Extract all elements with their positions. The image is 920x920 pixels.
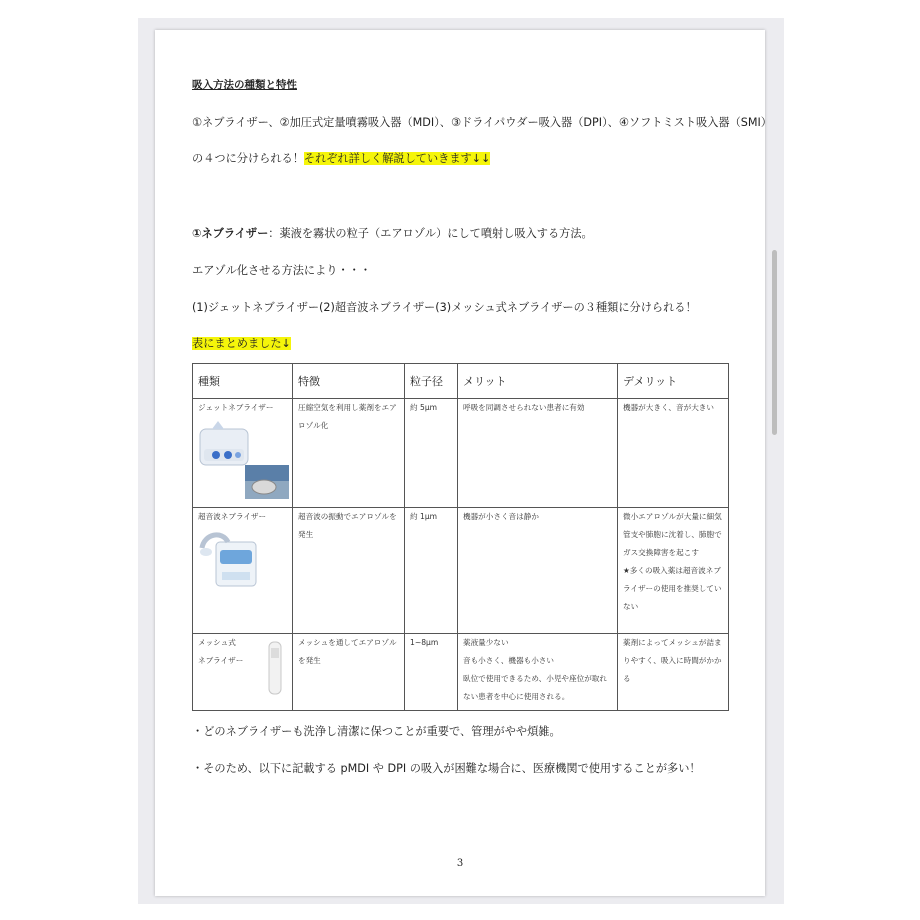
types-line: (1)ジェットネブライザー(2)超音波ネブライザー(3)メッシュ式ネブライザーの３種類に分けられる！ <box>192 301 697 314</box>
merit-line-3: 臥位で使用できるため、小児や座位が取れない患者を中心に使用される。 <box>463 674 607 701</box>
nebulizer-table <box>192 363 729 711</box>
header-merit: メリット <box>458 364 618 399</box>
demerit-text: 微小エアロゾルが大量に細気管支や肺胞に沈着し、肺胞でガス交換障害を起こす <box>623 512 722 557</box>
cell-demerit: 薬剤によってメッシュが詰まりやすく、吸入に時間がかかる <box>618 634 729 711</box>
vertical-scrollbar[interactable] <box>772 250 777 435</box>
merit-line-2: 音も小さく、機器も小さい <box>463 656 554 665</box>
cell-merit <box>458 634 618 711</box>
mesh-nebulizer-image <box>265 640 285 696</box>
table-row <box>193 634 729 711</box>
nebulizer-title: ①ネブライザー <box>192 227 269 240</box>
header-type: 種類 <box>193 364 293 399</box>
cell-merit: 呼吸を同調させられない患者に有効 <box>458 399 618 508</box>
cell-size: 約 1μm <box>405 508 458 634</box>
table-row <box>193 399 729 508</box>
cell-demerit <box>618 508 729 634</box>
intro-line-1: ①ネブライザー、②加圧式定量噴霧吸入器（MDI）、③ドライパウダー吸入器（DPI）、④ソフトミスト吸入器（SMI） <box>192 116 772 129</box>
page-number: 3 <box>456 858 464 869</box>
header-demerit: デメリット <box>618 364 729 399</box>
cell-feature: 圧縮空気を利用し薬剤をエアロゾル化 <box>293 399 405 508</box>
cell-feature: メッシュを通してエアロゾルを発生 <box>293 634 405 711</box>
header-feature: 特徴 <box>293 364 405 399</box>
type-label: 超音波ネブライザー <box>198 512 267 521</box>
table-row <box>193 508 729 634</box>
table-caption-highlight: 表にまとめました↓ <box>192 337 291 350</box>
cell-type <box>193 399 293 508</box>
header-size: 粒子径 <box>405 364 458 399</box>
type-label-line-1: メッシュ式 <box>198 638 236 647</box>
nebulizer-line <box>192 226 593 242</box>
type-label-line-2: ネブライザー <box>198 656 244 665</box>
demerit-note: ★多くの吸入薬は超音波ネブライザーの使用を推奨していない <box>623 566 722 611</box>
aerosol-line: エアゾル化させる方法により・・・ <box>192 264 372 277</box>
document-page <box>155 30 772 896</box>
type-label: ジェットネブライザー <box>198 403 274 412</box>
intro-line-2 <box>192 151 490 167</box>
cell-merit: 機器が小さく音は静か <box>458 508 618 634</box>
table-caption <box>192 336 291 352</box>
merit-line-1: 薬液量少ない <box>463 638 509 647</box>
cell-feature: 超音波の振動でエアロゾルを発生 <box>293 508 405 634</box>
cell-size: 1~8μm <box>405 634 458 711</box>
jet-nebulizer-image <box>198 421 290 499</box>
intro-highlight: それぞれ詳しく解説していきます↓↓ <box>303 152 491 165</box>
table-header-row <box>193 364 729 399</box>
cell-size: 約 5μm <box>405 399 458 508</box>
intro-line-2-plain: の４つに分けられる！ <box>192 152 304 165</box>
cell-type <box>193 508 293 634</box>
nebulizer-description: ：薬液を霧状の粒子（エアロゾル）にして噴射し吸入する方法。 <box>268 227 593 240</box>
cell-type <box>193 634 293 711</box>
section-heading: 吸入方法の種類と特性 <box>192 79 297 91</box>
note-2: ・そのため、以下に記載する pMDI や DPI の吸入が困難な場合に、医療機関で使用することが多い！ <box>192 762 701 775</box>
note-1: ・どのネブライザーも洗浄し清潔に保つことが重要で、管理がやや煩雑。 <box>192 725 561 738</box>
cell-demerit: 機器が大きく、音が大きい <box>618 399 729 508</box>
ultrasonic-nebulizer-image <box>198 530 258 588</box>
